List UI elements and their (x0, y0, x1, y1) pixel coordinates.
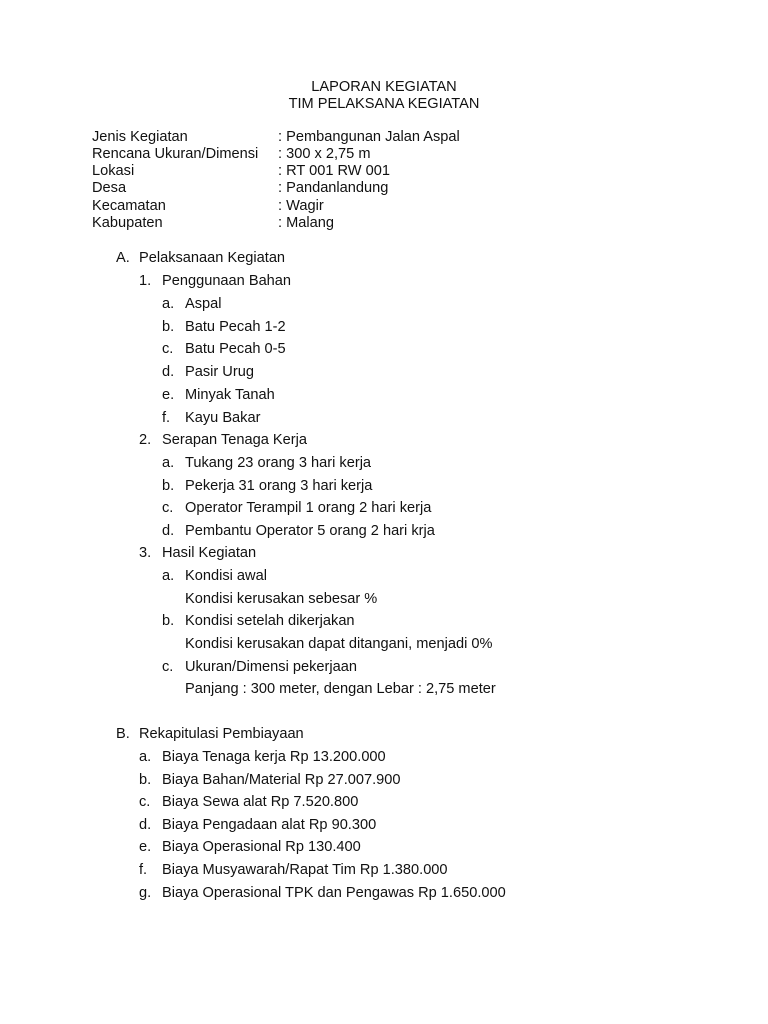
list-marker: b. (162, 478, 175, 494)
list-marker: a. (162, 568, 175, 584)
detail-text: Panjang : 300 meter, dengan Lebar : 2,75 meter (185, 681, 496, 697)
list-text: Kayu Bakar (185, 410, 261, 426)
list-marker: b. (162, 613, 175, 629)
info-value: : Malang (278, 215, 334, 231)
subsection-title: Penggunaan Bahan (162, 273, 292, 289)
list-marker: e. (162, 387, 175, 403)
section-title: Pelaksanaan Kegiatan (139, 250, 286, 266)
subsection-title: Serapan Tenaga Kerja (162, 432, 307, 448)
info-label: Desa (92, 180, 127, 196)
detail-text: Kondisi kerusakan dapat ditangani, menjadi 0% (185, 636, 493, 652)
subsection-marker: 1. (139, 273, 152, 289)
report-subtitle: TIM PELAKSANA KEGIATAN (288, 96, 480, 112)
info-label: Lokasi (92, 163, 135, 179)
list-marker: b. (139, 772, 152, 788)
info-value: : Pembangunan Jalan Aspal (278, 129, 460, 145)
subsection-marker: 3. (139, 545, 152, 561)
section-marker: A. (116, 250, 130, 266)
list-marker: f. (162, 410, 171, 426)
list-marker: d. (139, 817, 152, 833)
list-text: Kondisi setelah dikerjakan (185, 613, 355, 629)
list-text: Pekerja 31 orang 3 hari kerja (185, 478, 373, 494)
list-text: Ukuran/Dimensi pekerjaan (185, 659, 357, 675)
detail-text: Kondisi kerusakan sebesar % (185, 591, 378, 607)
list-marker: d. (162, 364, 175, 380)
list-text: Kondisi awal (185, 568, 267, 584)
list-text: Pasir Urug (185, 364, 254, 380)
subsection-marker: 2. (139, 432, 152, 448)
section-title: Rekapitulasi Pembiayaan (139, 726, 304, 742)
report-title: LAPORAN KEGIATAN (311, 79, 457, 95)
info-value: : Wagir (278, 198, 324, 214)
list-marker: c. (139, 794, 151, 810)
list-marker: a. (162, 455, 175, 471)
list-marker: g. (139, 885, 152, 901)
info-label: Kecamatan (92, 198, 166, 214)
info-label: Jenis Kegiatan (92, 129, 188, 145)
info-value: : RT 001 RW 001 (278, 163, 390, 179)
list-text: Biaya Operasional Rp 130.400 (162, 839, 361, 855)
list-text: Operator Terampil 1 orang 2 hari kerja (185, 500, 432, 516)
list-marker: f. (139, 862, 148, 878)
list-marker: b. (162, 319, 175, 335)
list-text: Biaya Musyawarah/Rapat Tim Rp 1.380.000 (162, 862, 448, 878)
list-marker: c. (162, 341, 174, 357)
section-marker: B. (116, 726, 130, 742)
list-text: Biaya Sewa alat Rp 7.520.800 (162, 794, 359, 810)
list-marker: c. (162, 659, 174, 675)
list-marker: a. (139, 749, 152, 765)
info-label: Rencana Ukuran/Dimensi (92, 146, 259, 162)
list-text: Biaya Pengadaan alat Rp 90.300 (162, 817, 377, 833)
list-marker: a. (162, 296, 175, 312)
list-marker: c. (162, 500, 174, 516)
list-text: Batu Pecah 0-5 (185, 341, 286, 357)
info-value: : 300 x 2,75 m (278, 146, 371, 162)
list-text: Biaya Tenaga kerja Rp 13.200.000 (162, 749, 386, 765)
list-text: Aspal (185, 296, 222, 312)
list-text: Biaya Bahan/Material Rp 27.007.900 (162, 772, 401, 788)
info-value: : Pandanlandung (278, 180, 389, 196)
list-text: Batu Pecah 1-2 (185, 319, 286, 335)
list-text: Tukang 23 orang 3 hari kerja (185, 455, 372, 471)
subsection-title: Hasil Kegiatan (162, 545, 257, 561)
info-label: Kabupaten (92, 215, 163, 231)
list-text: Minyak Tanah (185, 387, 275, 403)
list-text: Biaya Operasional TPK dan Pengawas Rp 1.650.000 (162, 885, 506, 901)
list-marker: e. (139, 839, 152, 855)
list-text: Pembantu Operator 5 orang 2 hari krja (185, 523, 435, 539)
list-marker: d. (162, 523, 175, 539)
